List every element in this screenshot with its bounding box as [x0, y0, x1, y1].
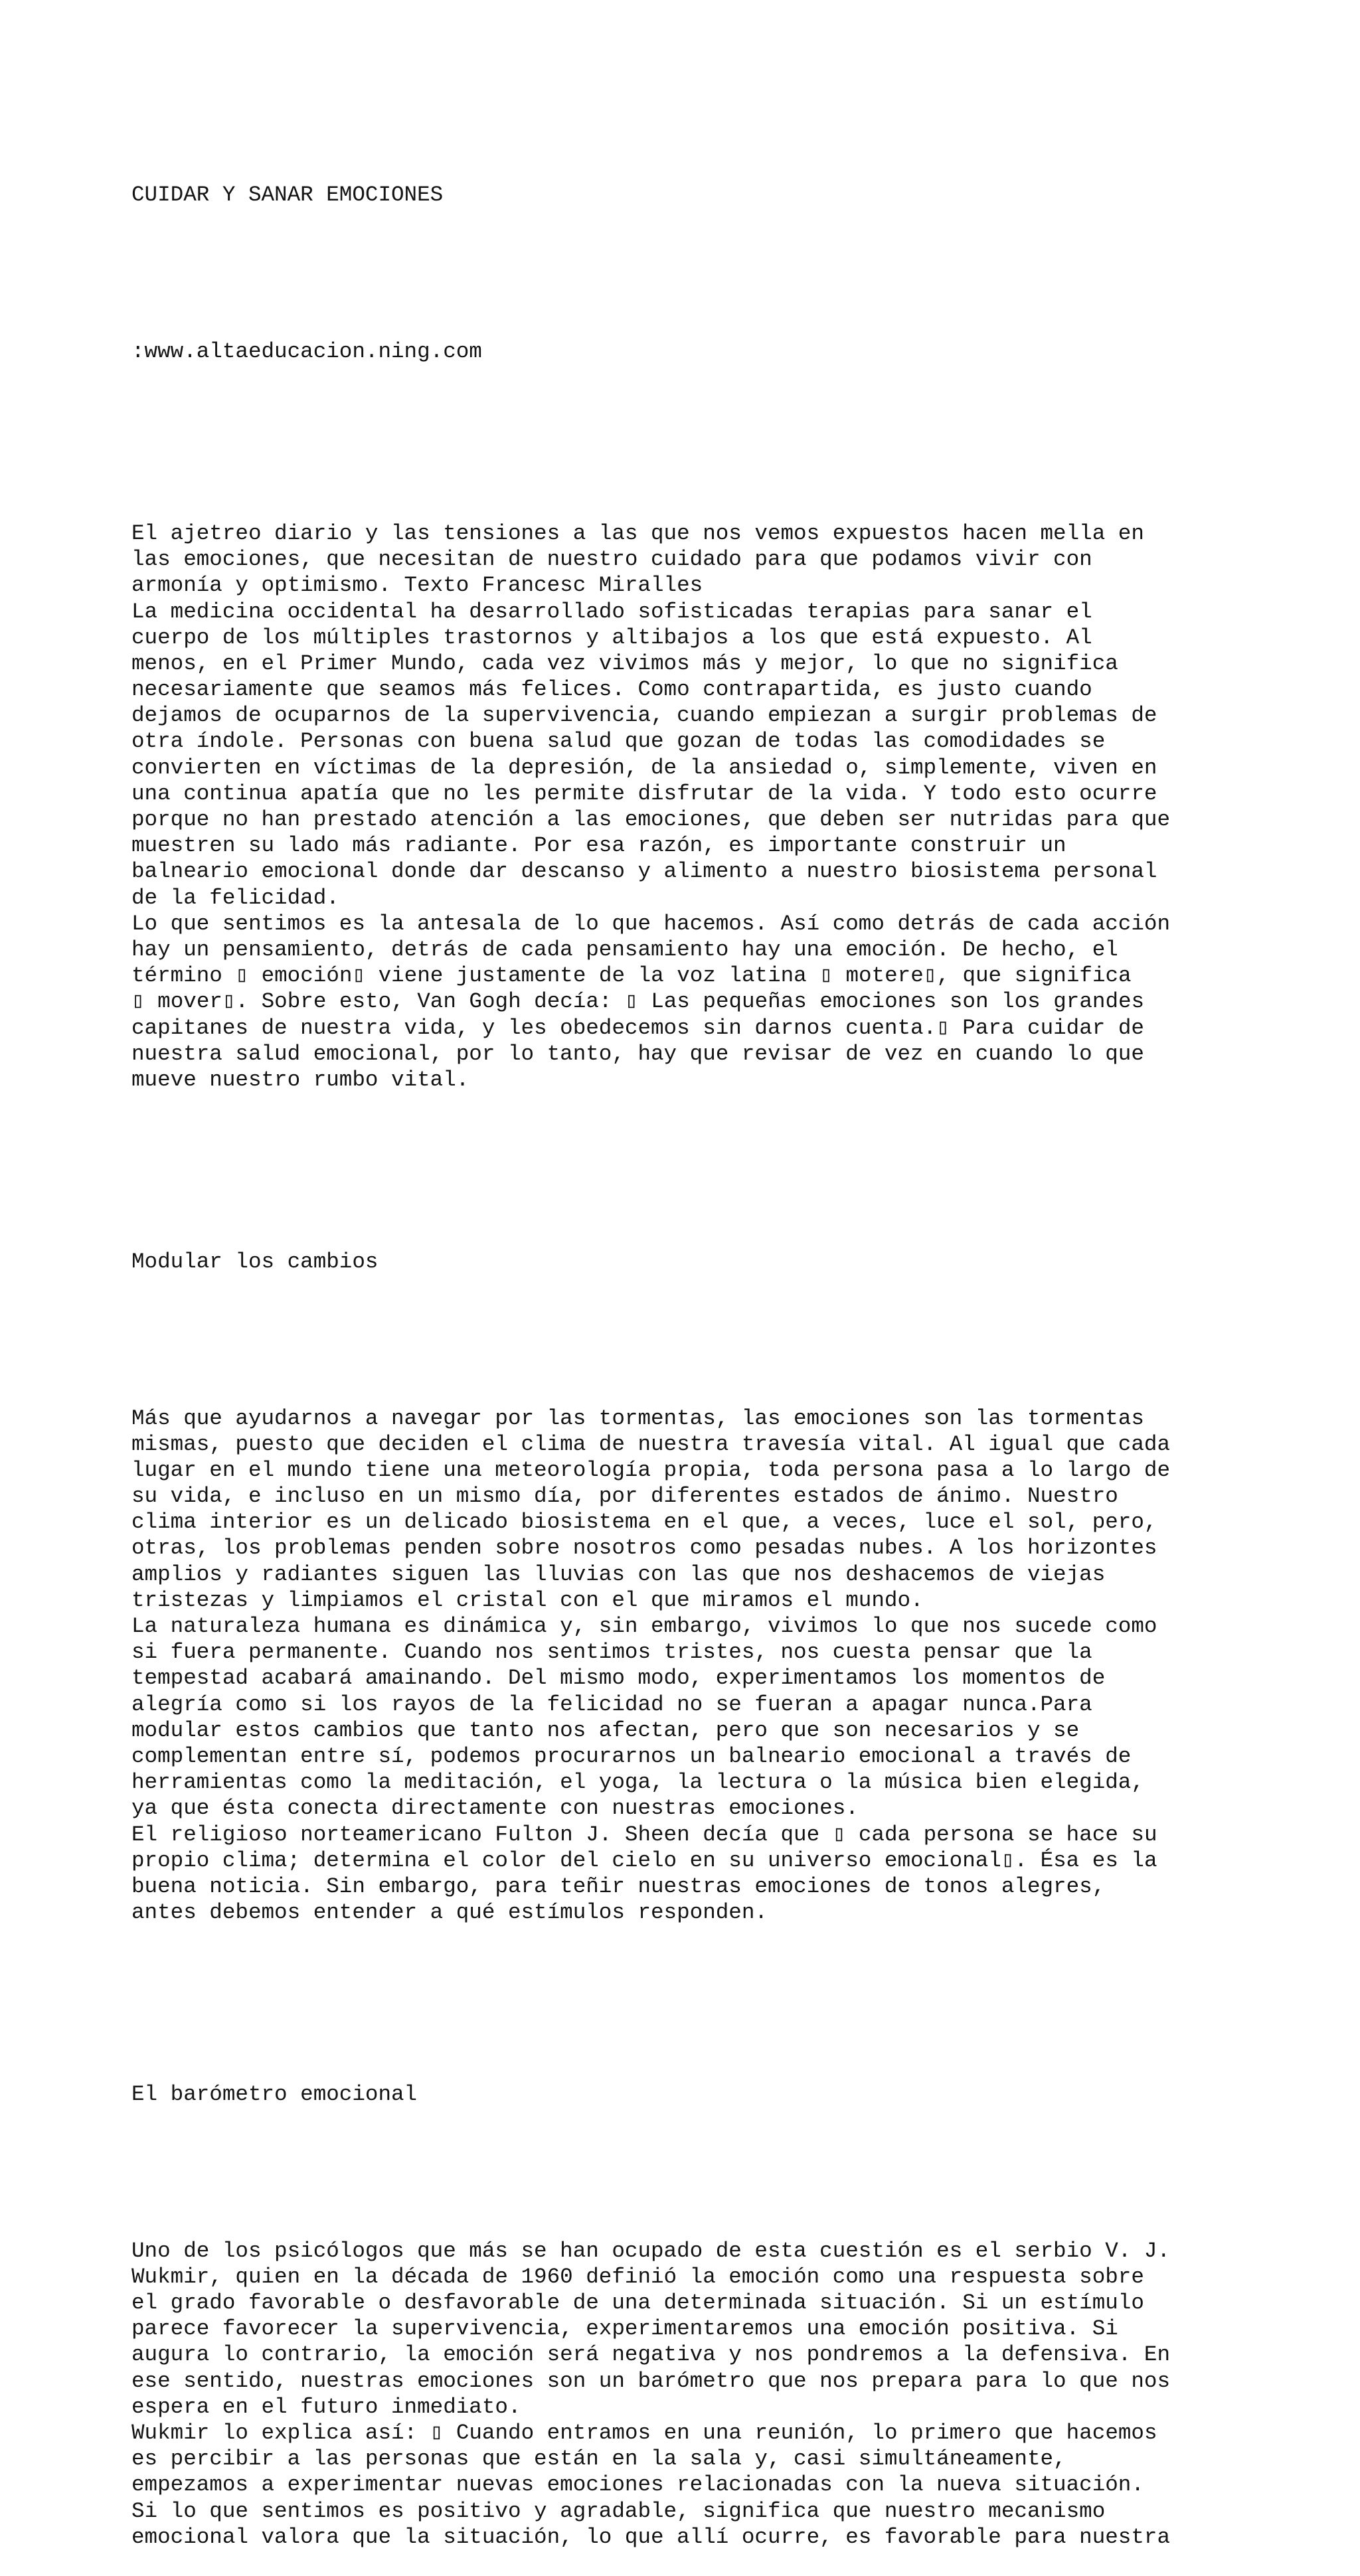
text-line: otras, los problemas penden sobre nosotros como pesadas nubes. A los horizontes	[131, 1536, 1157, 1561]
text-line: balneario emocional donde dar descanso y alimento a nuestro biosistema personal	[131, 859, 1157, 884]
text-line: ▯ mover▯. Sobre esto, Van Gogh decía: ▯ Las pequeñas emociones son los grandes	[131, 989, 1145, 1014]
text-line: tristezas y limpiamos el cristal con el que miramos el mundo.	[131, 1587, 924, 1613]
text-line: Wukmir lo explica así: ▯ Cuando entramos en una reunión, lo primero que hacemos	[131, 2420, 1157, 2445]
text-line: de la felicidad.	[131, 885, 339, 910]
text-line: menos, en el Primer Mundo, cada vez vivimos más y mejor, lo que no significa	[131, 651, 1118, 676]
text-line: propio clima; determina el color del cielo en su universo emocional▯. Ésa es la	[131, 1848, 1157, 1873]
intro-paragraphs	[131, 521, 1260, 1093]
text-line: modular estos cambios que tanto nos afectan, pero que son necesarios y se	[131, 1718, 1080, 1743]
text-line: convierten en víctimas de la depresión, de la ansiedad o, simplemente, viven en	[131, 755, 1157, 780]
section-heading-barometro: El barómetro emocional	[131, 2082, 418, 2107]
text-line: ese sentido, nuestras emociones son un barómetro que nos prepara para lo que nos	[131, 2368, 1171, 2393]
spacer	[131, 260, 1260, 286]
text-line: capitanes de nuestra vida, y les obedecemos sin darnos cuenta.▯ Para cuidar de	[131, 1015, 1144, 1040]
text-line: Uno de los psicólogos que más se han ocupado de esta cuestión es el serbio V. J.	[131, 2238, 1171, 2263]
spacer	[131, 2160, 1260, 2186]
text-line: ya que ésta conecta directamente con nuestras emociones.	[131, 1796, 859, 1821]
text-line: buena noticia. Sin embargo, para teñir nuestras emociones de tonos alegres,	[131, 1874, 1106, 1899]
text-line: cuerpo de los múltiples trastornos y altibajos a los que está expuesto. Al	[131, 625, 1092, 650]
spacer	[131, 1978, 1260, 2004]
text-line: El religioso norteamericano Fulton J. Sheen decía que ▯ cada persona se hace su	[131, 1822, 1157, 1847]
text-line: término ▯ emoción▯ viene justamente de la voz latina ▯ motere▯, que significa	[131, 963, 1132, 989]
text-line: mueve nuestro rumbo vital.	[131, 1067, 469, 1092]
source-url: :www.altaeducacion.ning.com	[131, 339, 482, 364]
text-line: complementan entre sí, podemos procurarnos un balneario emocional a través de	[131, 1743, 1132, 1769]
text-line: espera en el futuro inmediato.	[131, 2394, 521, 2419]
text-line: Wukmir, quien en la década de 1960 definió la emoción como una respuesta sobre	[131, 2264, 1144, 2289]
text-line: las emociones, que necesitan de nuestro cuidado para que podamos vivir con	[131, 547, 1092, 572]
text-line: otra índole. Personas con buena salud que gozan de todas las comodidades se	[131, 729, 1106, 754]
text-line: alegría como si los rayos de la felicidad no se fueran a apagar nunca.Para	[131, 1692, 1092, 1717]
text-line: empezamos a experimentar nuevas emociones relacionadas con la nueva situación.	[131, 2472, 1144, 2498]
text-line: el grado favorable o desfavorable de una determinada situación. Si un estímulo	[131, 2291, 1144, 2316]
text-line: tempestad acabará amainando. Del mismo modo, experimentamos los momentos de	[131, 1666, 1106, 1691]
section-modular-body	[131, 1406, 1260, 1926]
text-line: mismas, puesto que deciden el clima de nuestra travesía vital. Al igual que cada	[131, 1431, 1171, 1457]
document-page	[131, 130, 1260, 2576]
text-line: Lo que sentimos es la antesala de lo que hacemos. Así como detrás de cada acción	[131, 911, 1171, 936]
text-line: es percibir a las personas que están en la sala y, casi simultáneamente,	[131, 2447, 1066, 2472]
text-line: antes debemos entender a qué estímulos responden.	[131, 1900, 768, 1925]
text-line: Más que ayudarnos a navegar por las tormentas, las emociones son las tormentas	[131, 1406, 1144, 1431]
spacer	[131, 1327, 1260, 1353]
text-line: muestren su lado más radiante. Por esa razón, es importante construir un	[131, 833, 1066, 858]
document-title: CUIDAR Y SANAR EMOCIONES	[131, 183, 444, 208]
text-line: emocional valora que la situación, lo que allí ocurre, es favorable para nuestra	[131, 2524, 1171, 2549]
text-line: si fuera permanente. Cuando nos sentimos tristes, nos cuesta pensar que la	[131, 1640, 1092, 1665]
text-line: herramientas como la meditación, el yoga, la lectura o la música bien elegida,	[131, 1770, 1144, 1795]
text-line: augura lo contrario, la emoción será negativa y nos pondremos a la defensiva. En	[131, 2342, 1171, 2368]
text-line: La medicina occidental ha desarrollado sofisticadas terapias para sanar el	[131, 599, 1092, 624]
text-line: lugar en el mundo tiene una meteorología propia, toda persona pasa a lo largo de	[131, 1457, 1171, 1483]
text-line: nuestra salud emocional, por lo tanto, hay que revisar de vez en cuando lo que	[131, 1041, 1144, 1066]
text-line: amplios y radiantes siguen las lluvias con las que nos deshacemos de viejas	[131, 1562, 1106, 1587]
text-line: Si lo que sentimos es positivo y agradable, significa que nuestro mecanismo	[131, 2498, 1106, 2524]
text-line: La naturaleza humana es dinámica y, sin embargo, vivimos lo que nos sucede como	[131, 1614, 1157, 1639]
section-heading-modular: Modular los cambios	[131, 1249, 379, 1275]
text-line: armonía y optimismo. Texto Francesc Miralles	[131, 573, 703, 598]
text-line: clima interior es un delicado biosistema en el que, a veces, luce el sol, pero,	[131, 1510, 1157, 1535]
spacer	[131, 416, 1260, 442]
text-line: necesariamente que seamos más felices. Como contrapartida, es justo cuando	[131, 677, 1092, 702]
text-line: dejamos de ocuparnos de la supervivencia, cuando empiezan a surgir problemas de	[131, 703, 1157, 728]
text-line: porque no han prestado atención a las emociones, que deben ser nutridas para que	[131, 807, 1171, 833]
section-barometro-body	[131, 2238, 1260, 2550]
text-line: El ajetreo diario y las tensiones a las que nos vemos expuestos hacen mella en	[131, 521, 1144, 546]
text-line: su vida, e incluso en un mismo día, por diferentes estados de ánimo. Nuestro	[131, 1484, 1118, 1509]
text-line: una continua apatía que no les permite disfrutar de la vida. Y todo esto ocurre	[131, 781, 1157, 806]
text-line: hay un pensamiento, detrás de cada pensamiento hay una emoción. De hecho, el	[131, 937, 1118, 962]
text-line: parece favorecer la supervivencia, experimentaremos una emoción positiva. Si	[131, 2316, 1118, 2342]
spacer	[131, 1145, 1260, 1171]
